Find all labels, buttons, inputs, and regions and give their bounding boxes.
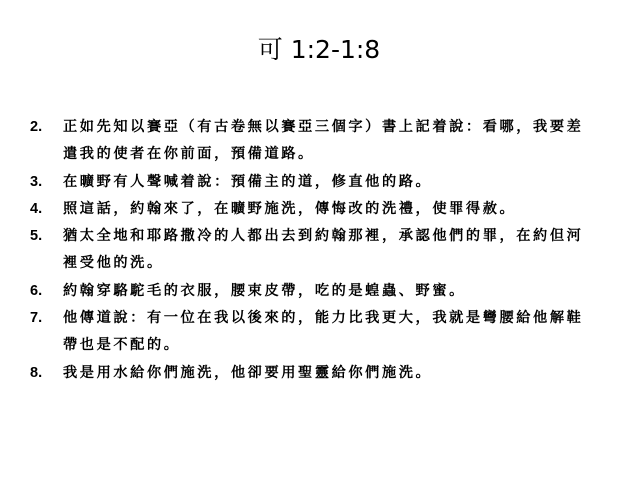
verse-item [30,360,590,387]
verse-number: 5. [30,228,43,245]
verse-text: 在曠野有人聲喊着說：預備主的道，修直他的路。 [63,173,433,190]
verse-item [30,223,590,278]
verse-item [30,278,590,305]
verse-item [30,169,590,196]
verse-number: 8. [30,364,43,381]
verse-text: 我是用水給你們施洗，他卻要用聖靈給你們施洗。 [63,364,433,381]
verse-text: 約翰穿駱駝毛的衣服，腰束皮帶，吃的是蝗蟲、野蜜。 [63,282,466,299]
verse-number: 4. [30,200,43,217]
verse-number: 7. [30,310,43,327]
verse-text: 猶太全地和耶路撒冷的人都出去到約翰那裡，承認他們的罪，在約但河裡受他的洗。 [63,228,584,272]
verse-text: 照這話，約翰來了，在曠野施洗，傳悔改的洗禮，使罪得赦。 [63,200,517,217]
verse-number: 3. [30,173,43,190]
verse-item [30,114,590,169]
verse-text: 正如先知以賽亞（有古卷無以賽亞三個字）書上記着說：看哪，我要差遣我的使者在你前面，預備道路。 [63,119,584,163]
verse-number: 6. [30,282,43,299]
verse-text: 他傳道說：有一位在我以後來的，能力比我更大，我就是彎腰給他解鞋帶也是不配的。 [63,310,584,354]
slide-title: 可 1:2-1:8 [257,35,381,64]
verse-list [30,114,590,387]
verse-item [30,196,590,223]
verse-item [30,305,590,360]
verse-number: 2. [30,119,43,135]
